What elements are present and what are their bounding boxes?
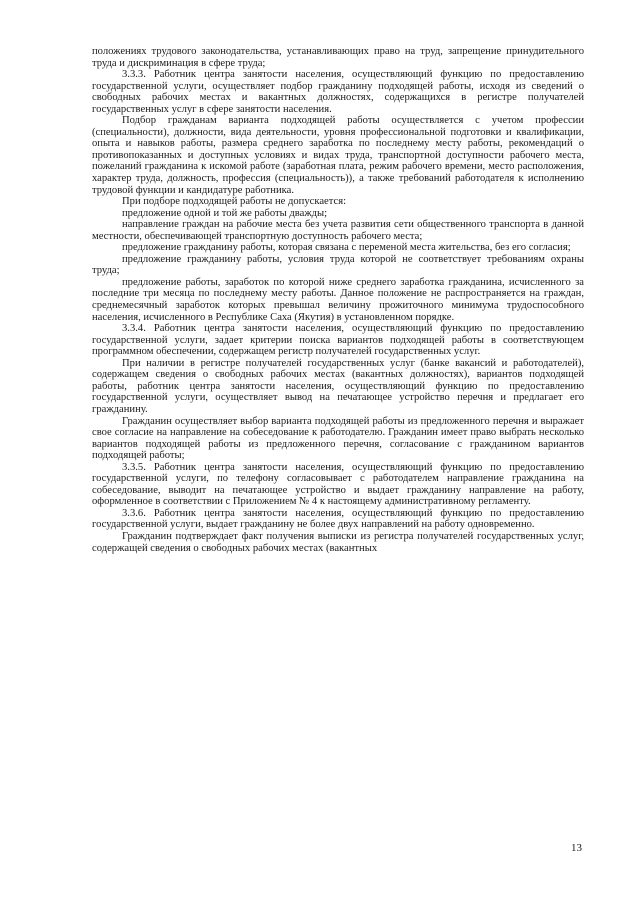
paragraph-3-3-6: 3.3.6. Работник центра занятости населения, осуществляющий функцию по предоставлению государственной услуги, выдает гражданину не более двух направлений на работу одновременно. — [92, 507, 584, 531]
list-item: направление граждан на рабочие места без учета развития сети общественного транспорта в данной местности, обеспечивающей транспортную доступность рабочего места; — [92, 219, 584, 242]
page-number: 13 — [571, 842, 582, 854]
list-item: предложение гражданину работы, которая связана с переменой места жительства, без его согласия; — [122, 242, 571, 254]
list-item: предложение гражданину работы, условия труда которой не соответствует требованиям охраны труда; — [92, 253, 584, 277]
paragraph-registry-output: При наличии в регистре получателей государственных услуг (банке вакансий и работодателей), содержащем сведения о свободных рабочих местах (вакантных должностях), вариантов подходящей работы, работник центра занятости населения, осуществляющий функцию по предоставлению государственной услуги, осуществляет вывод на печатающее устройство перечня и предлагает его гражданину. — [92, 357, 584, 415]
paragraph-selection-criteria: Подбор гражданам варианта подходящей работы осуществляется с учетом профессии (специальности), должности, вида деятельности, уровня профессиональной подготовки и квалификации, опыта и навыков работы, размера среднего заработка по последнему месту работы, рекомендаций о противопоказанных и доступных условиях и видах труда, транспортной доступности рабочего места, пожеланий гражданина к искомой работе (заработная плата, режим рабочего времени, место расположения, характер труда, должность, профессия (специальность)), а также требований работодателя к исполнению трудовой функции и кандидатуре работника. — [92, 115, 584, 196]
paragraph-3-3-4: 3.3.4. Работник центра занятости населения, осуществляющий функцию по предоставлению государственной услуги, задает критерии поиска вариантов подходящей работы в соответствующем программном обеспечении, содержащем регистр получателей государственных услуг. — [92, 323, 584, 358]
list-item: предложение одной и той же работы дважды; — [122, 207, 328, 219]
paragraph-citizen-choice: Гражданин осуществляет выбор варианта подходящей работы из предложенного перечня и выражает свое согласие на направление на собеседование к работодателю. Гражданин имеет право выбрать несколько вариантов подходящей работы из предложенного перечня, согласование с гражданином вариантов подходящей работы; — [92, 415, 584, 462]
paragraph-confirmation: Гражданин подтверждает факт получения выписки из регистра получателей государственных услуг, содержащей сведения о свободных рабочих местах (вакантных — [92, 530, 584, 554]
list-item: предложение работы, заработок по которой ниже среднего заработка гражданина, исчисленного за последние три месяца по последнему месту работы. Данное положение не распространяется на граждан, среднемесячный заработок которых превышал величину прожиточного минимума трудоспособного населения, исчисленного в Республике Саха (Якутия) в установленном порядке. — [92, 276, 584, 323]
body-text — [92, 46, 584, 554]
paragraph-3-3-3: 3.3.3. Работник центра занятости населения, осуществляющий функцию по предоставлению государственной услуги, осуществляет подбор гражданину подходящей работы, исходя из сведений о свободных рабочих местах и вакантных должностях, содержащихся в регистре получателей государственных услуг в сфере занятости населения. — [92, 69, 584, 115]
paragraph-3-3-5: 3.3.5. Работник центра занятости населения, осуществляющий функцию по предоставлению государственной услуги, по телефону согласовывает с работодателем направление гражданина на собеседование, выводит на печатающее устройство и выдает гражданину направление на работу, оформленное в соответствии с Приложением № 4 к настоящему административному регламенту. — [92, 461, 584, 508]
paragraph-continuation: положениях трудового законодательства, устанавливающих право на труд, запрещение принудительного труда и дискриминация в сфере труда; — [92, 46, 584, 69]
paragraph-not-allowed-heading: При подборе подходящей работы не допускается: — [122, 196, 347, 208]
